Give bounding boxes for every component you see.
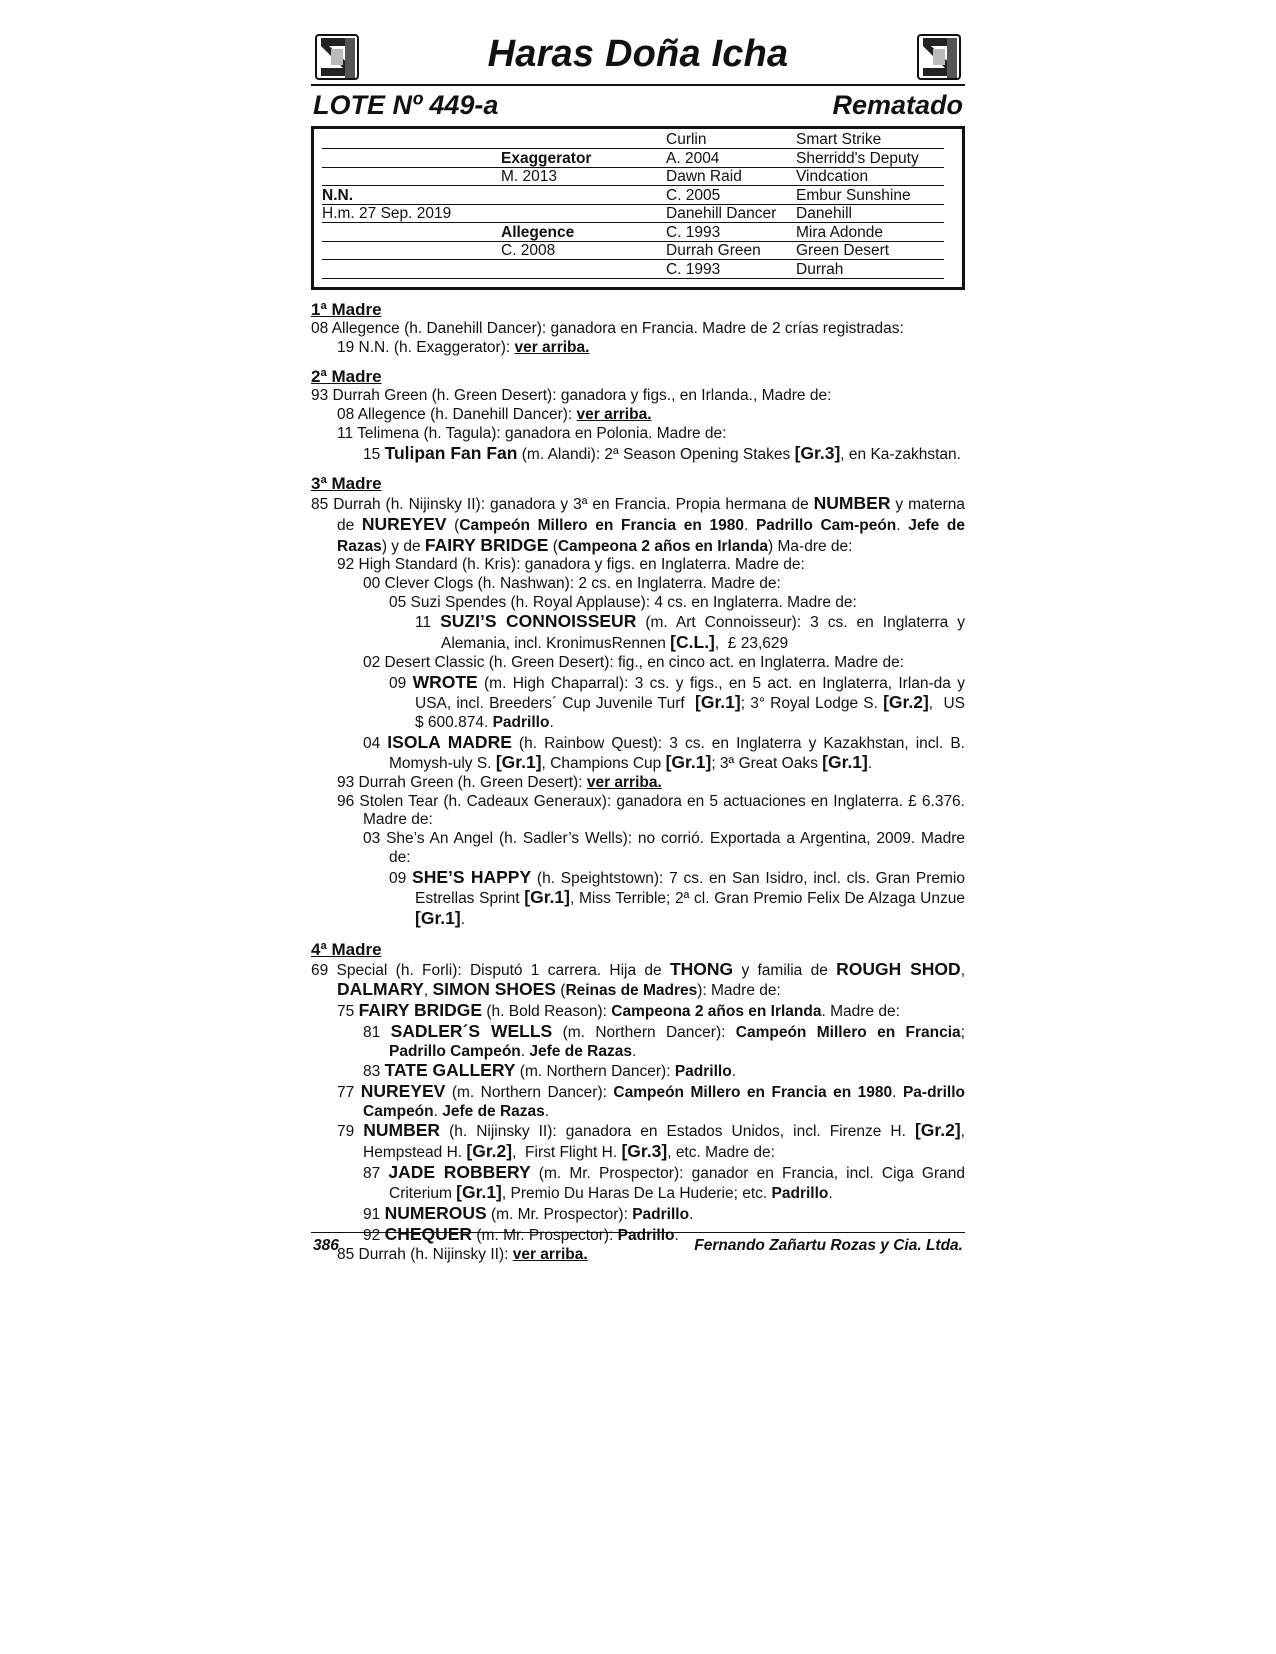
page-number: 386 (313, 1237, 339, 1254)
pedigree-rule (322, 241, 944, 242)
produce-entry: 83 TATE GALLERY (m. Northern Dancer): Padrillo. (363, 1060, 737, 1081)
section-heading: 1ª Madre (311, 300, 382, 319)
third-dam-section (311, 474, 965, 929)
produce-entry: 85 Durrah (h. Nijinsky II): ver arriba. (337, 1245, 588, 1263)
produce-entry: 08 Allegence (h. Danehill Dancer): ver arriba. (337, 406, 652, 424)
section-heading: 4ª Madre (311, 939, 382, 959)
pedigree-ggp: Embur Sunshine (796, 187, 911, 204)
produce-entry: 69 Special (h. Forli): Disputó 1 carrera. Hija de THONG y familia de ROUGH SHOD, DALMARY, SIMON SHOES (Reinas de Madres): Madre de: (311, 958, 965, 1000)
catalog-page (311, 32, 965, 1264)
pedigree-ggp: Vindcation (796, 168, 869, 185)
pedigree-gp: Curlin (666, 131, 707, 148)
farm-emblem-icon (917, 34, 961, 80)
produce-entry: 85 Durrah (h. Nijinsky II): ganadora y 3ª en Francia. Propia hermana de NUMBER y materna de NUREYEV (Campeón Millero en Francia en 1980. Padrillo Cam-peón. Jefe de Razas) y de FAIRY BRIDGE (Campeona 2 años en Irlanda) Ma-dre de: (311, 493, 966, 555)
pedigree-gp: C. 1993 (666, 261, 721, 278)
pedigree-ggp: Green Desert (796, 242, 890, 259)
produce-entry: 96 Stolen Tear (h. Cadeaux Generaux): ganadora en 5 actuaciones en Inglaterra. £ 6.376. Madre de: (337, 792, 965, 829)
fourth-dam-section (311, 940, 965, 1265)
pedigree-gp: Danehill Dancer (666, 205, 777, 222)
produce-entry: 91 NUMEROUS (m. Mr. Prospector): Padrillo. (363, 1203, 694, 1224)
produce-entry: 92 High Standard (h. Kris): ganadora y figs. en Inglaterra. Madre de: (337, 556, 805, 574)
produce-entry: 93 Durrah Green (h. Green Desert): ver arriba. (337, 774, 662, 792)
pedigree-gp: A. 2004 (666, 150, 720, 167)
pedigree-horse-name: N.N. (322, 187, 353, 204)
see-above-link[interactable]: ver arriba. (576, 406, 652, 424)
produce-entry: 04 ISOLA MADRE (h. Rainbow Quest): 3 cs. en Inglaterra y Kazakhstan, incl. B. Momysh-uly S. [Gr.1], Champions Cup [Gr.1]; 3ª Great Oaks [Gr.1]. (363, 731, 965, 773)
produce-entry: 05 Suzi Spendes (h. Royal Applause): 4 cs. en Inglaterra. Madre de: (389, 593, 857, 611)
produce-entry: 93 Durrah Green (h. Green Desert): ganadora y figs., en Irlanda., Madre de: (311, 387, 832, 405)
section-heading: 3ª Madre (311, 474, 382, 494)
pedigree-rule (322, 204, 944, 205)
pedigree-ggp: Mira Adonde (796, 224, 884, 241)
produce-entry: 75 FAIRY BRIDGE (h. Bold Reason): Campeona 2 años en Irlanda. Madre de: (337, 1000, 900, 1021)
pedigree-rule (322, 222, 944, 223)
produce-entry: 08 Allegence (h. Danehill Dancer): ganadora en Francia. Madre de 2 crías registradas: (311, 320, 904, 337)
pedigree-sire: Exaggerator (501, 150, 592, 167)
pedigree-table (311, 126, 965, 290)
pedigree-rule (322, 185, 944, 186)
produce-entry: 79 NUMBER (h. Nijinsky II): ganadora en Estados Unidos, incl. Firenze H. [Gr.2], Hempstead H. [Gr.2], First Flight H. [Gr.3], etc. Madre de: (337, 1120, 965, 1162)
produce-entry: 87 JADE ROBBERY (m. Mr. Prospector): ganador en Francia, incl. Ciga Grand Criterium [Gr.1], Premio Du Haras De La Huderie; etc. Padrillo. (363, 1161, 965, 1203)
pedigree-horse-info: H.m. 27 Sep. 2019 (322, 205, 452, 222)
pedigree-dam: Allegence (501, 224, 575, 241)
second-dam-section (311, 367, 965, 464)
publisher-name: Fernando Zañartu Rozas y Cia. Ltda. (694, 1237, 963, 1254)
pedigree-rule (322, 278, 944, 279)
produce-entry: 81 SADLER´S WELLS (m. Northern Dancer): Campeón Millero en Francia; Padrillo Campeón. Jefe de Razas. (363, 1020, 965, 1060)
pedigree-ggp: Danehill (796, 205, 853, 222)
produce-entry: 11 Telimena (h. Tagula): ganadora en Polonia. Madre de: (337, 424, 727, 442)
lot-title: LOTE Nº 449-a (313, 90, 499, 120)
pedigree-sire-info: M. 2013 (501, 168, 558, 185)
produce-entry: 02 Desert Classic (h. Green Desert): fig., en cinco act. en Inglaterra. Madre de: (363, 653, 905, 671)
page-header (311, 32, 965, 86)
produce-entry: 19 N.N. (h. Exaggerator): ver arriba. (337, 338, 590, 356)
lot-status: Rematado (832, 90, 963, 120)
first-dam-section (311, 300, 965, 357)
pedigree-gp: Dawn Raid (666, 168, 742, 185)
produce-entry: 15 Tulipan Fan Fan (m. Alandi): 2ª Season Opening Stakes [Gr.3], en Ka-zakhstan. (363, 442, 961, 463)
pedigree-dam-info: C. 2008 (501, 242, 556, 259)
see-above-link[interactable]: ver arriba. (586, 774, 662, 792)
produce-entry: 00 Clever Clogs (h. Nashwan): 2 cs. en Inglaterra. Madre de: (363, 575, 781, 593)
section-heading: 2ª Madre (311, 367, 382, 387)
see-above-link[interactable]: ver arriba. (514, 338, 590, 356)
produce-entry: 09 SHE’S HAPPY (h. Speightstown): 7 cs. en San Isidro, incl. cls. Gran Premio Estrellas Sprint [Gr.1], Miss Terrible; 2ª cl. Gran Premio Felix De Alzaga Unzue [Gr.1]. (389, 866, 965, 928)
farm-title: Haras Doña Icha (487, 33, 789, 75)
page-footer (311, 1232, 965, 1259)
pedigree-rule (322, 148, 944, 149)
lot-row (311, 88, 965, 124)
pedigree-ggp: Sherridd's Deputy (796, 150, 919, 167)
produce-entry: 92 CHEQUER (m. Mr. Prospector): Padrillo. (363, 1223, 679, 1244)
pedigree-ggp: Smart Strike (796, 131, 882, 148)
pedigree-gp: Durrah Green (666, 242, 761, 259)
produce-entry: 03 She’s An Angel (h. Sadler’s Wells): no corrió. Exportada a Argentina, 2009. Madre de: (363, 830, 965, 866)
pedigree-gp: C. 2005 (666, 187, 721, 204)
produce-entry: 77 NUREYEV (m. Northern Dancer): Campeón Millero en Francia en 1980. Pa-drillo Campeón. Jefe de Razas. (337, 1080, 965, 1120)
pedigree-rule (322, 167, 944, 168)
pedigree-gp: C. 1993 (666, 224, 721, 241)
pedigree-ggp: Durrah (796, 261, 844, 278)
produce-entry: 11 SUZI’S CONNOISSEUR (m. Art Connoisseur): 3 cs. en Inglaterra y Alemania, incl. KronimusRennen [C.L.], £ 23,629 (415, 611, 966, 653)
see-above-link[interactable]: ver arriba. (512, 1245, 588, 1263)
pedigree-rule (322, 259, 944, 260)
produce-entry: 09 WROTE (m. High Chaparral): 3 cs. y figs., en 5 act. en Inglaterra, Irlan-da y USA, incl. Breeders´ Cup Juvenile Turf [Gr.1]; 3° Royal Lodge S. [Gr.2], US $ 600.874. Padrillo. (389, 671, 965, 731)
